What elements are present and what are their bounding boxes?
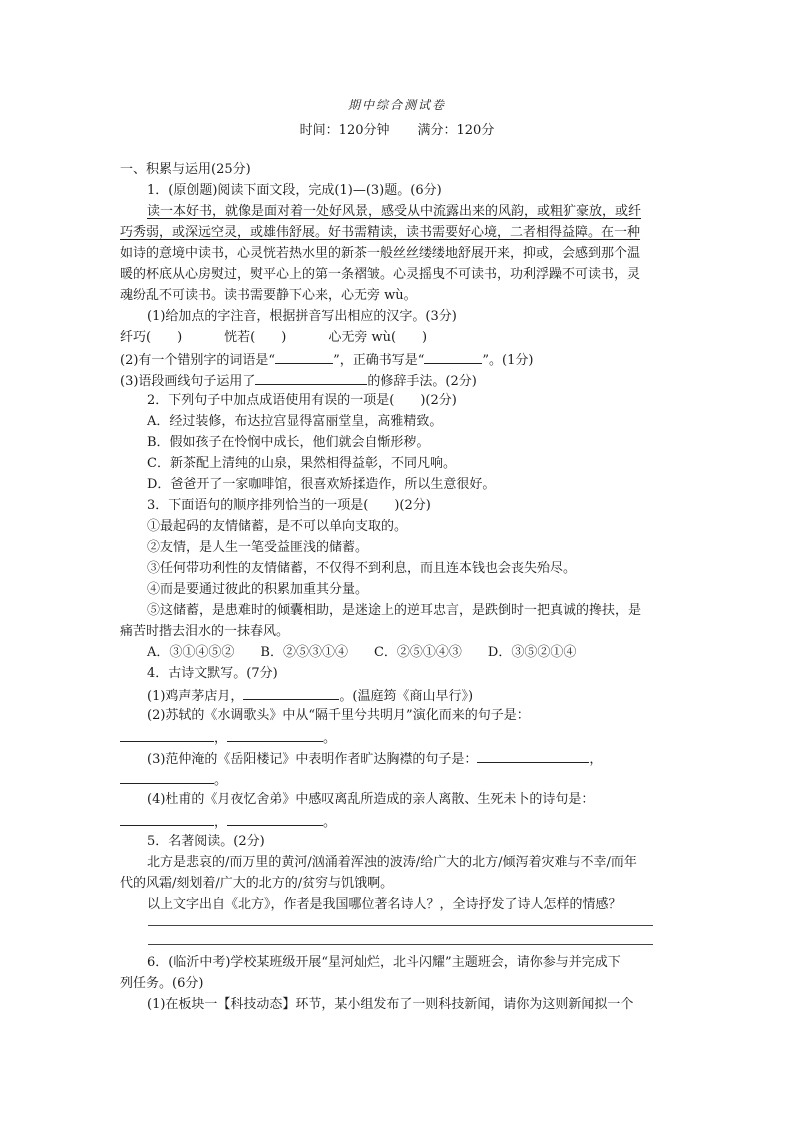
q1-stem: 1．(原创题)阅读下面文段，完成(1)—(3)题。(6分) [147,183,442,198]
q5-poem-line-2: 代的风霜/刻划着/广大的北方的/贫穷与饥饿啊。 [120,876,394,891]
q6-stem: 6．(临沂中考)学校某班级开展“星河灿烂，北斗闪耀”主题班会，请你参与并完成下 [147,955,621,970]
q1-passage-line-3: 如诗的意境中读书，心灵恍若热水里的新茶一般丝丝缕缕地舒展开来，抑或，会感到那个温 [120,246,641,261]
q5-answer-line-1[interactable] [148,925,653,926]
q6-stem-cont: 列任务。(6分) [120,976,204,991]
section-heading: 一、积累与运用(25分) [120,162,251,177]
q4-s3-text: (3)范仲淹的《岳阳楼记》中表明作者旷达胸襟的句子是： [147,752,478,767]
exam-meta [0,119,794,138]
q4-s4-blank-1[interactable] [120,811,214,826]
q1-sub2-text-c: ”。(1分) [482,353,534,368]
q4-s3 [147,748,602,770]
q4-s2-answer [120,727,336,749]
q2-option-b: B．假如孩子在怜悯中成长，他们就会自惭形秽。 [147,435,430,450]
q3-item-5: ⑤这储蓄，是患难时的倾囊相助，是迷途上的逆耳忠言，是跌倒时一把真诚的搀扶，是 [147,603,642,618]
q3-item-3: ③任何带功利性的友情储蓄，不仅得不到利息，而且连本钱也会丧失殆尽。 [147,561,577,576]
q1-sub1: (1)给加点的字注音，根据拼音写出相应的汉字。(3分) [147,309,457,324]
q4-s3-comma: ， [589,752,603,767]
q4-s2-comma: ， [214,731,228,746]
q1-passage-underlined: 巧秀弱，或深远空灵，或雄伟舒展。好书需精读，读书需要好心境，二者相得益障。在一种 [120,225,641,240]
q6-sub1: (1)在板块一【科技动态】环节，某小组发布了一则科技新闻，请你为这则新闻拟一个 [147,997,634,1012]
q3-options [147,643,576,663]
q3-option-a: A．③①④⑤② [147,645,235,660]
q3-item-1: ①最起码的友情储蓄，是不可以单向支取的。 [147,519,408,534]
q1-item-3: 心无旁 wù( ) [328,330,428,345]
q4-s3-blank-1[interactable] [477,748,589,763]
q3-stem: 3．下面语句的顺序排列恰当的一项是( )(2分) [147,498,431,513]
q1-passage-line-4: 暖的杯底从心房熨过，熨平心上的第一条褶皱。心灵摇曳不可读书，功利浮躁不可读书，灵 [120,267,641,282]
q1-sub2-text-a: (2)有一个错别字的词语是“ [120,353,276,368]
q5-stem: 5．名著阅读。(2分) [147,834,265,849]
q1-sub1-items [120,328,427,348]
exam-time: 时间：120分钟 [299,123,390,138]
q4-s1-blank[interactable] [243,685,339,700]
q4-s2-blank-1[interactable] [120,727,214,742]
q4-s4: (4)杜甫的《月夜忆舍弟》中感叹离乱所造成的亲人离散、生死未卜的诗句是： [147,792,595,807]
q1-sub2-blank-2[interactable] [424,349,482,364]
q1-sub3 [120,370,477,392]
q1-item-2: 恍若( ) [224,330,287,345]
q1-sub2-blank-1[interactable] [275,349,333,364]
q5-answer-line-2[interactable] [148,944,653,945]
q1-sub3-text-b: 的修辞手法。(2分) [367,374,477,389]
q1-passage-line-5: 魂纷乱不可读书。读书需要静下心来，心无旁 wù。 [120,288,417,303]
q4-s2-period: 。 [323,731,337,746]
q5-poem-line-1: 北方是悲哀的/而万里的黄河/汹涌着浑浊的波涛/给广大的北方/倾泻着灾难与不幸/而年 [147,855,637,870]
q4-s4-period: 。 [323,815,337,830]
exam-title: 期中综合测试卷 [347,98,446,112]
q4-stem: 4．古诗文默写。(7分) [147,666,278,681]
q1-item-1: 纤巧( ) [120,330,183,345]
q4-s4-answer [120,811,336,833]
q1-passage-line-1: 读一本好书，就像是面对着一处好风景，感受从中流露出来的风韵，或粗犷豪放，或纤 [147,204,642,219]
q1-sub2-text-b: ”，正确书写是“ [333,353,425,368]
q1-sub2 [120,349,533,371]
q3-item-2: ②友情，是人生一笔受益匪浅的储蓄。 [147,540,369,555]
q1-sub3-text-a: (3)语段画线句子运用了 [120,374,256,389]
q3-option-b: B．②⑤③①④ [260,645,348,660]
q4-s4-comma: ， [214,815,228,830]
q4-s1-source: 。(温庭筠《商山早行》) [339,689,474,704]
q3-option-d: D．③⑤②①④ [487,645,577,660]
q3-item-5-cont: 痛苦时揩去泪水的一抹春风。 [120,624,290,639]
q4-s4-blank-2[interactable] [227,811,323,826]
q1-passage-line-2 [120,223,640,243]
q2-stem: 2．下列句子中加点成语使用有误的一项是( )(2分) [147,393,457,408]
q3-option-c: C．②⑤①④③ [373,645,462,660]
q2-option-d: D．爸爸开了一家咖啡馆，很喜欢矫揉造作，所以生意很好。 [147,477,496,492]
exam-score: 满分：120分 [417,123,495,138]
q4-s3-blank-2[interactable] [120,769,214,784]
q4-s3-period: 。 [214,773,228,788]
q5-question: 以上文字出自《北方》，作者是我国哪位著名诗人？，全诗抒发了诗人怎样的情感？ [147,897,622,912]
q4-s2-blank-2[interactable] [227,727,323,742]
q1-sub3-blank[interactable] [255,370,367,385]
q4-s3-answer [120,769,227,791]
q4-s1 [147,685,473,707]
q4-s1-text: (1)鸡声茅店月， [147,689,244,704]
q3-item-4: ④而是要通过彼此的积累加重其分量。 [147,582,369,597]
q2-option-a: A．经过装修，布达拉宫显得富丽堂皇，高雅精致。 [147,414,443,429]
q2-option-c: C．新茶配上清纯的山泉，果然相得益彰，不同凡响。 [147,456,456,471]
q4-s2: (2)苏轼的《水调歌头》中从“隔千里兮共明月”演化而来的句子是： [147,708,530,723]
